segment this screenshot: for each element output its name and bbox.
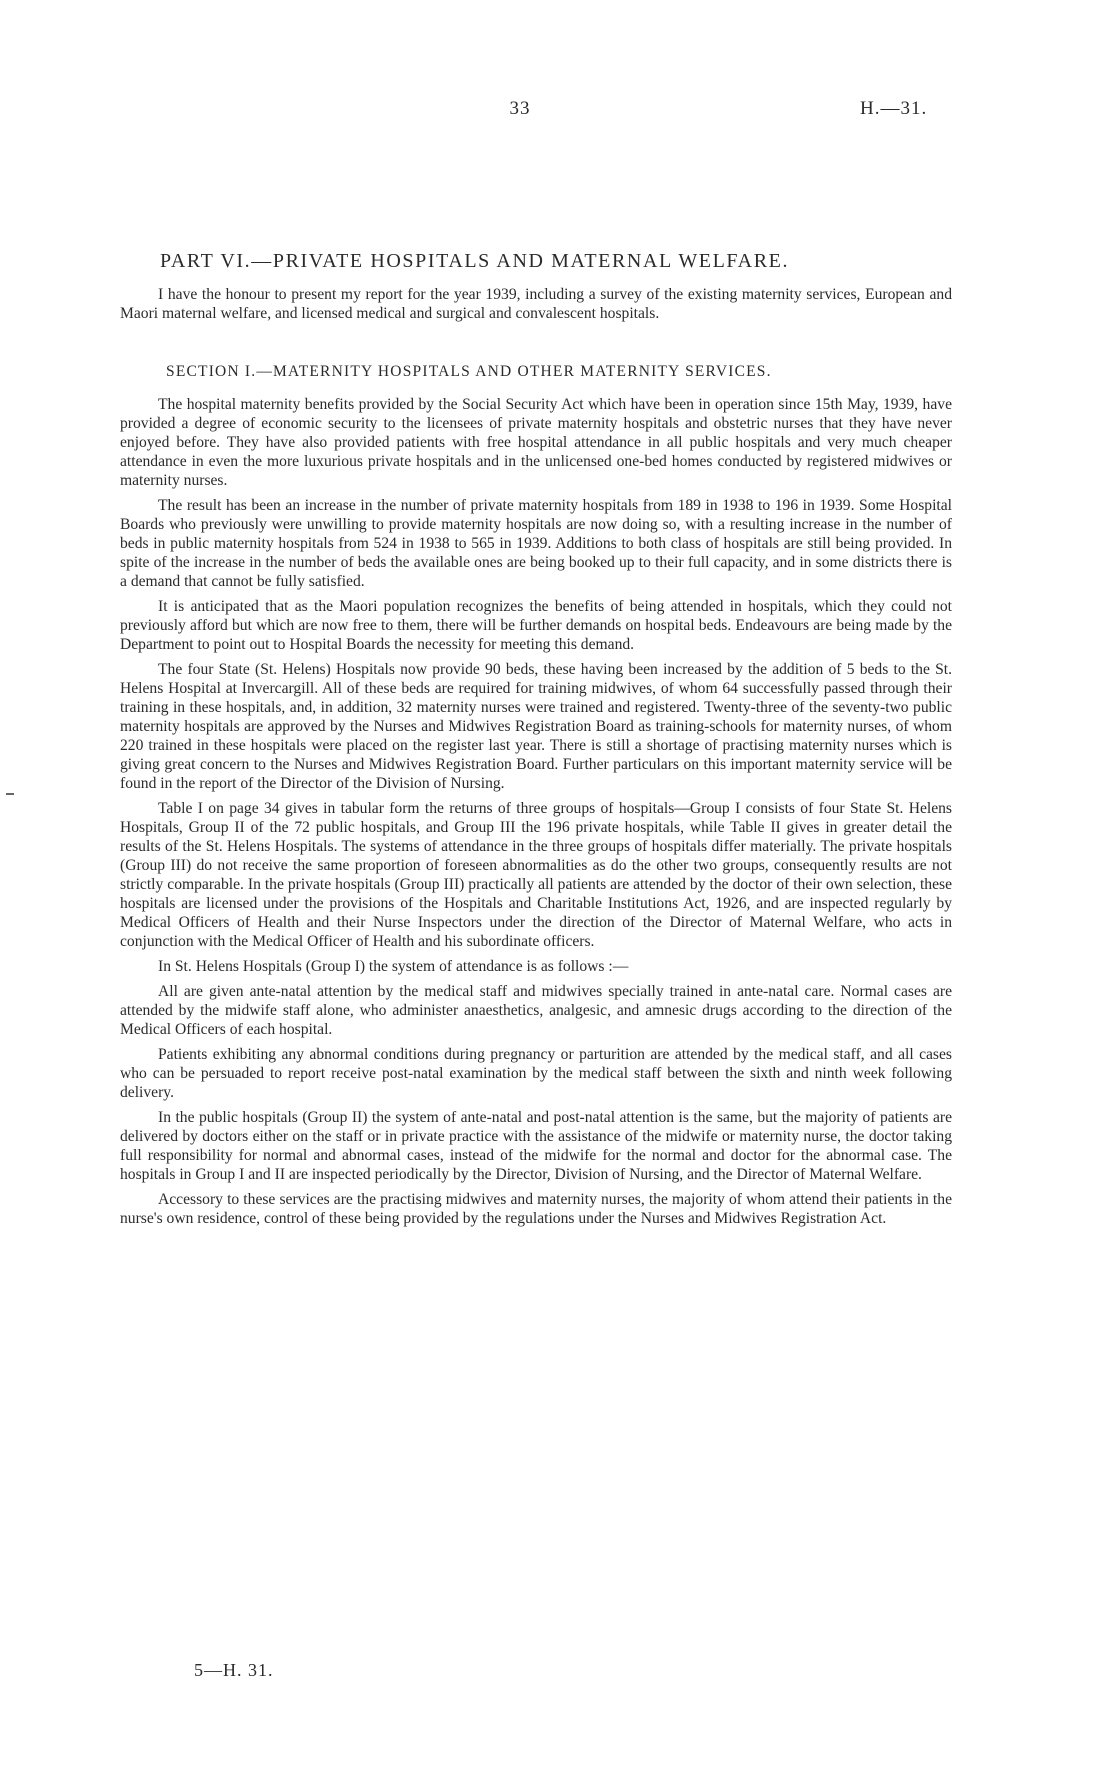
part-title: PART VI.—PRIVATE HOSPITALS AND MATERNAL WELFARE. [160,250,790,272]
footer-signature: 5—H. 31. [194,1660,274,1680]
paragraph-table-groups: Table I on page 34 gives in tabular form the returns of three groups of hospitals—Group I consists of four State St. Helens Hospitals, Group II of the 72 public hospitals, and Group III the 196 private hospitals, while Table II gives in greater detail the results of the St. Helens Hospitals. The systems of attendance in the three groups of hospitals differ materially. The private hospitals (Group III) do not receive the same proportion of foreseen abnormalities as do the other two groups, consequently results are not strictly comparable. In the private hospitals (Group III) practically all patients are attended by the doctor of their own selection, these hospitals are licensed under the provisions of the Hospitals and Charitable Institutions Act, 1926, and are inspected regularly by Medical Officers of Health and their Nurse Inspectors under the direction of the Director of Maternal Welfare, who acts in conjunction with the Medical Officer of Health and his subordinate officers. [120,800,952,950]
intro-paragraph: I have the honour to present my report for the year 1939, including a survey of the existing maternity services, European and Maori maternal welfare, and licensed medical and surgical and convalescent hospitals. [120,286,952,322]
paragraph-maternity-benefits: The hospital maternity benefits provided by the Social Security Act which have been in operation since 15th May, 1939, have provided a degree of economic security to the licensees of private maternity hospitals and obstetric nurses that they have never enjoyed before. They have also provided patients with free hospital attendance in all public hospitals and very much cheaper attendance in even the more luxurious private hospitals and in the unlicensed one-bed homes conducted by registered midwives or maternity nurses. [120,396,952,489]
section-title: SECTION I.—MATERNITY HOSPITALS AND OTHER MATERNITY SERVICES. [166,363,772,380]
paragraph-accessory-services: Accessory to these services are the practising midwives and maternity nurses, the majority of whom attend their patients in the nurse's own residence, control of these being provided by the regulations under the Nurses and Midwives Registration Act. [120,1191,952,1227]
paragraph-ante-natal: All are given ante-natal attention by the medical staff and midwives specially trained in ante-natal care. Normal cases are attended by the midwife staff alone, who administer anaesthetics, analgesic, and amnesic drugs according to the direction of the Medical Officers of each hospital. [120,983,952,1038]
paragraph-attendance-intro: In St. Helens Hospitals (Group I) the system of attendance is as follows :— [158,958,629,975]
paragraph-hospital-increase: The result has been an increase in the number of private maternity hospitals from 189 in 1938 to 196 in 1939. Some Hospital Boards who previously were unwilling to provide maternity hospitals are now doing so, with a resulting increase in the number of beds in public maternity hospitals from 524 in 1938 to 565 in 1939. Additions to both class of hospitals are still being provided. In spite of the increase in the number of beds the available ones are being booked up to their full capacity, and in some districts there is a demand that cannot be fully satisfied. [120,497,952,590]
paragraph-public-hospitals: In the public hospitals (Group II) the system of ante-natal and post-natal attention is the same, but the majority of patients are delivered by doctors either on the staff or in private practice with the assistance of the midwife or maternity nurse, the doctor taking full responsibility for normal and abnormal cases, instead of the midwife for the normal and doctor for the abnormal case. The hospitals in Group I and II are inspected periodically by the Director, Division of Nursing, and the Director of Maternal Welfare. [120,1109,952,1183]
paragraph-st-helens-beds: The four State (St. Helens) Hospitals now provide 90 beds, these having been increased by the addition of 5 beds to the St. Helens Hospital at Invercargill. All of these beds are required for training midwives, of whom 64 successfully passed through their training in these hospitals, and, in addition, 32 maternity nurses were trained and registered. Twenty-three of the seventy-two public maternity hospitals are approved by the Nurses and Midwives Registration Board as training-schools for maternity nurses, of whom 220 trained in these hospitals were placed on the register last year. There is still a shortage of practising maternity nurses which is giving great concern to the Nurses and Midwives Registration Board. Further particulars on this important maternity service will be found in the report of the Director of the Division of Nursing. [120,661,952,792]
margin-mark [6,793,14,795]
page-number: 33 [509,98,531,119]
document-reference: H.—31. [860,98,928,119]
paragraph-maori-demand: It is anticipated that as the Maori population recognizes the benefits of being attended in hospitals, which they could not previously afford but which are now free to them, there will be further demands on hospital beds. Endeavours are being made by the Department to point out to Hospital Boards the necessity for meeting this demand. [120,598,952,653]
page-body [120,250,952,1234]
paragraph-abnormal-conditions: Patients exhibiting any abnormal conditions during pregnancy or parturition are attended by the medical staff, and all cases who can be persuaded to report receive post-natal examination by the medical staff between the sixth and ninth week following delivery. [120,1046,952,1101]
